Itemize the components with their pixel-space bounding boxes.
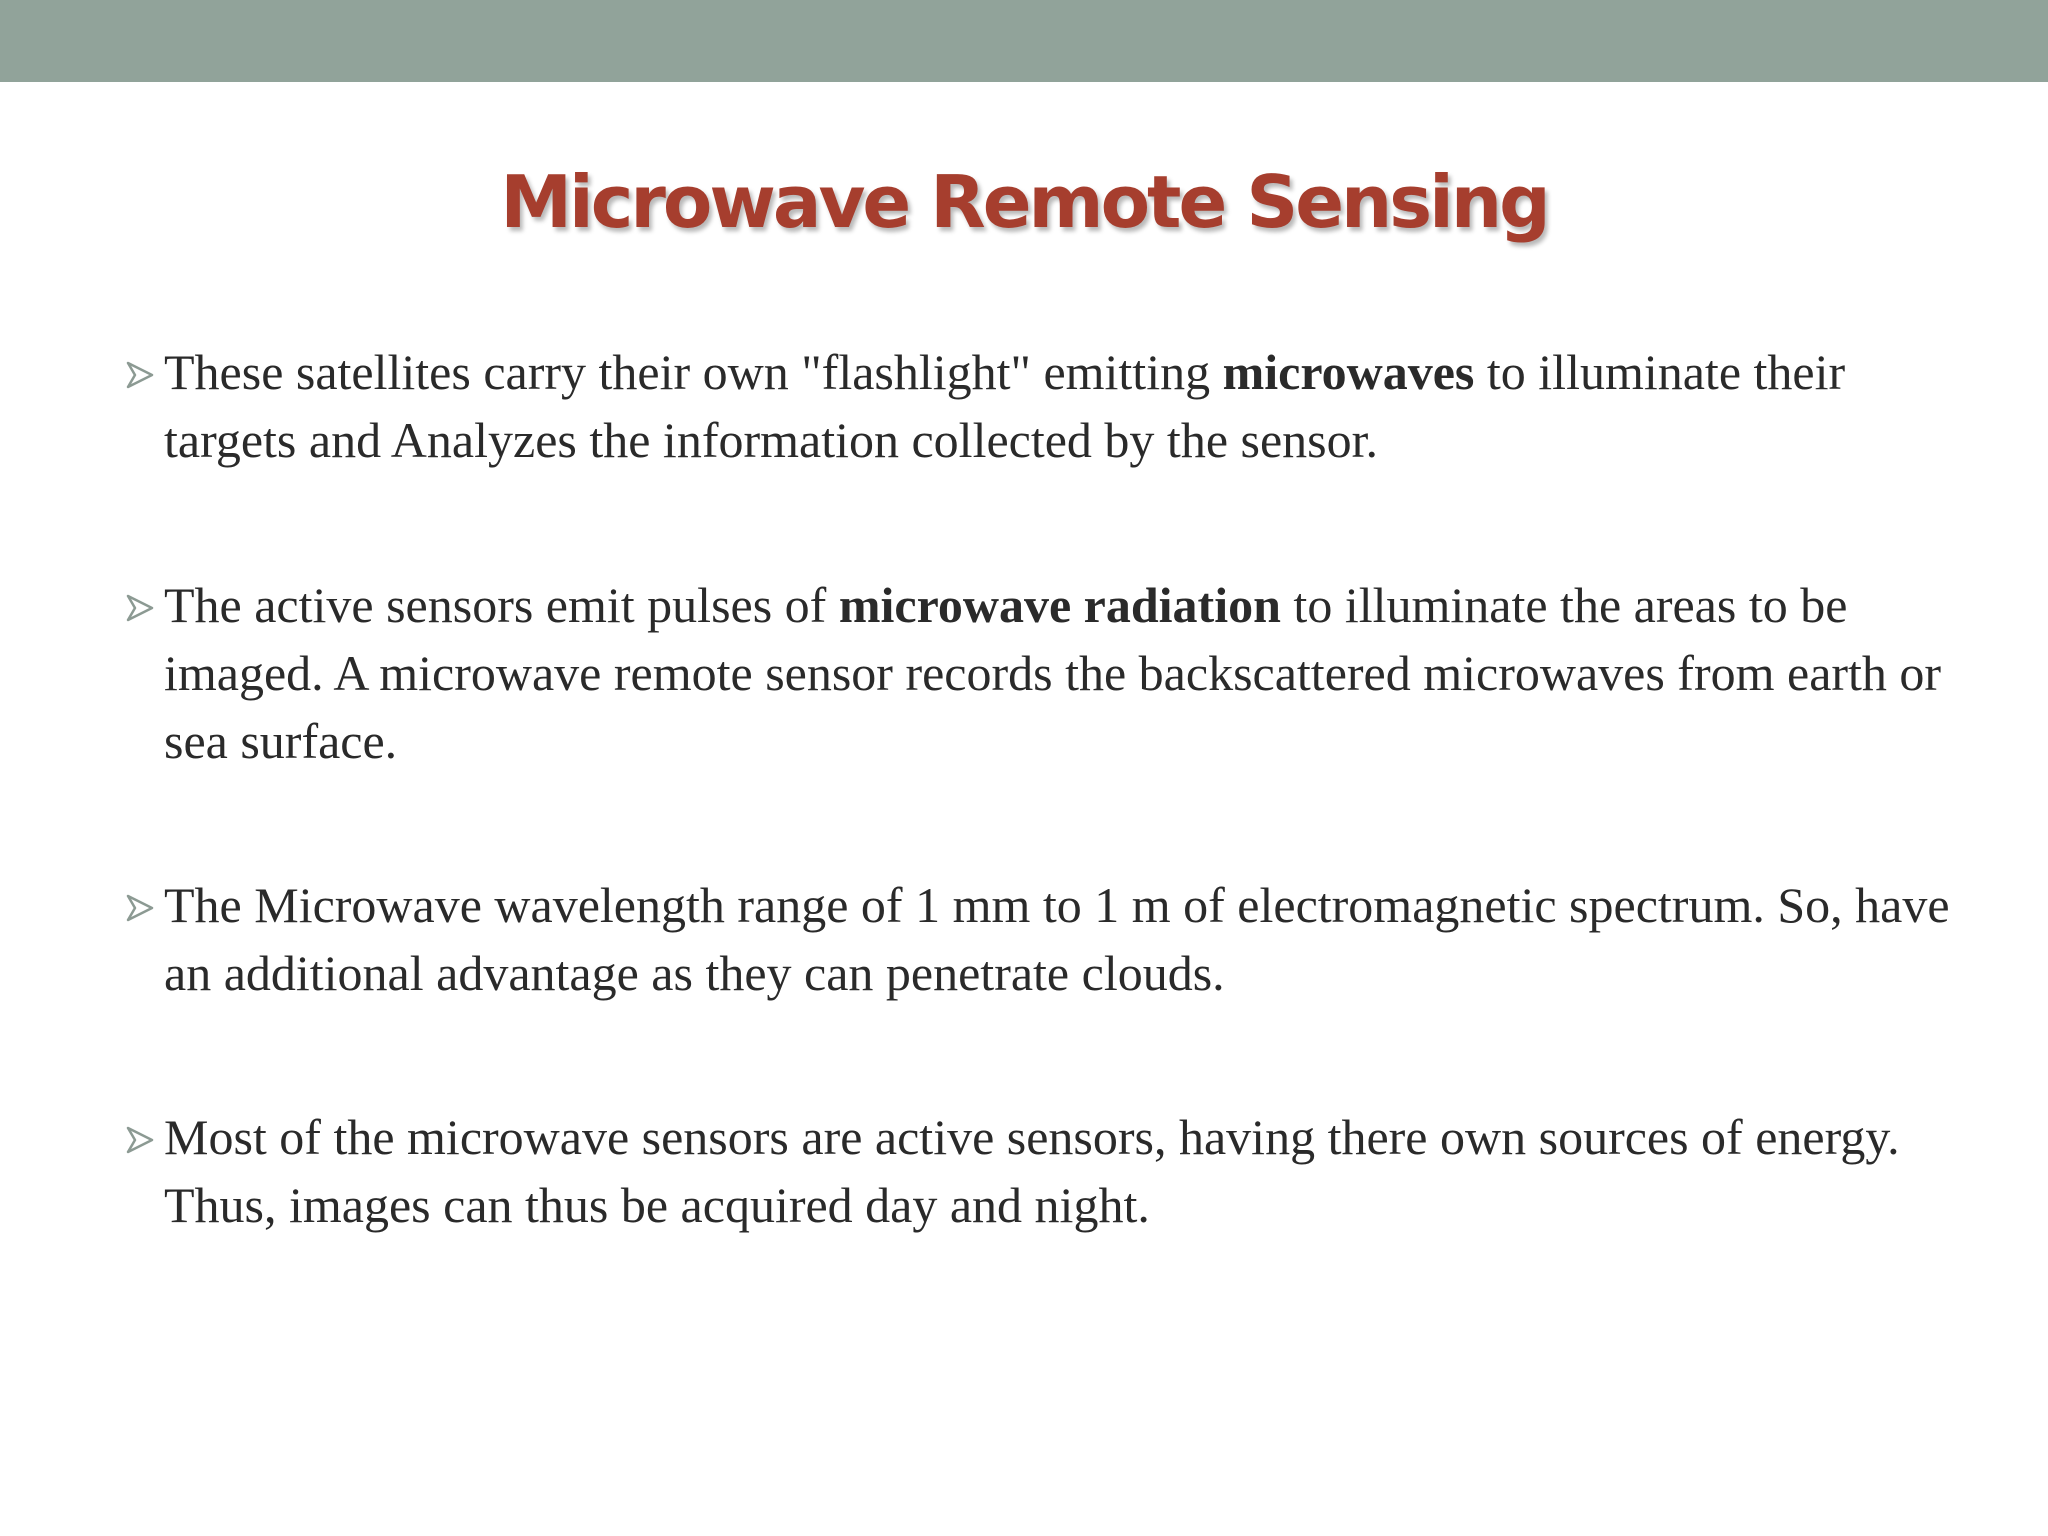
top-band — [0, 0, 2048, 82]
arrowhead-bullet-icon — [125, 893, 155, 923]
bullet-item — [125, 571, 1955, 775]
bullet-text: The Microwave wavelength range of 1 mm to 1 m of electromagnetic spectrum. So, have an additional advantage as they can penetrate clouds. — [164, 877, 1950, 1001]
bullet-text-segment: The active sensors emit pulses of — [164, 577, 839, 633]
bullet-text: Most of the microwave sensors are active sensors, having there own sources of energy. Thus, images can thus be acquired day and night. — [164, 1109, 1900, 1233]
bullet-text-bold: microwaves — [1222, 344, 1475, 400]
bullet-text-bold: microwave radiation — [838, 577, 1281, 633]
bullet-item — [125, 1103, 1955, 1239]
bullet-text-segment: to illuminate their targets and Analyzes the information collected by the sensor. — [164, 344, 1846, 468]
slide-title: Microwave Remote Sensing — [500, 160, 1548, 244]
arrowhead-bullet-icon — [125, 1125, 155, 1155]
bullet-item — [125, 338, 1955, 474]
bullet-text-segment: to illuminate the areas to be imaged. A microwave remote sensor records the backscattered microwaves from earth or sea surface. — [164, 577, 1942, 769]
bullet-text — [164, 344, 1845, 468]
arrowhead-bullet-icon — [125, 593, 155, 623]
arrowhead-bullet-icon — [125, 360, 155, 390]
bullet-text-segment: These satellites carry their own "flashlight" emitting — [164, 344, 1223, 400]
bullet-text — [164, 577, 1941, 769]
bullet-list — [125, 338, 1955, 1239]
bullet-item — [125, 871, 1955, 1007]
